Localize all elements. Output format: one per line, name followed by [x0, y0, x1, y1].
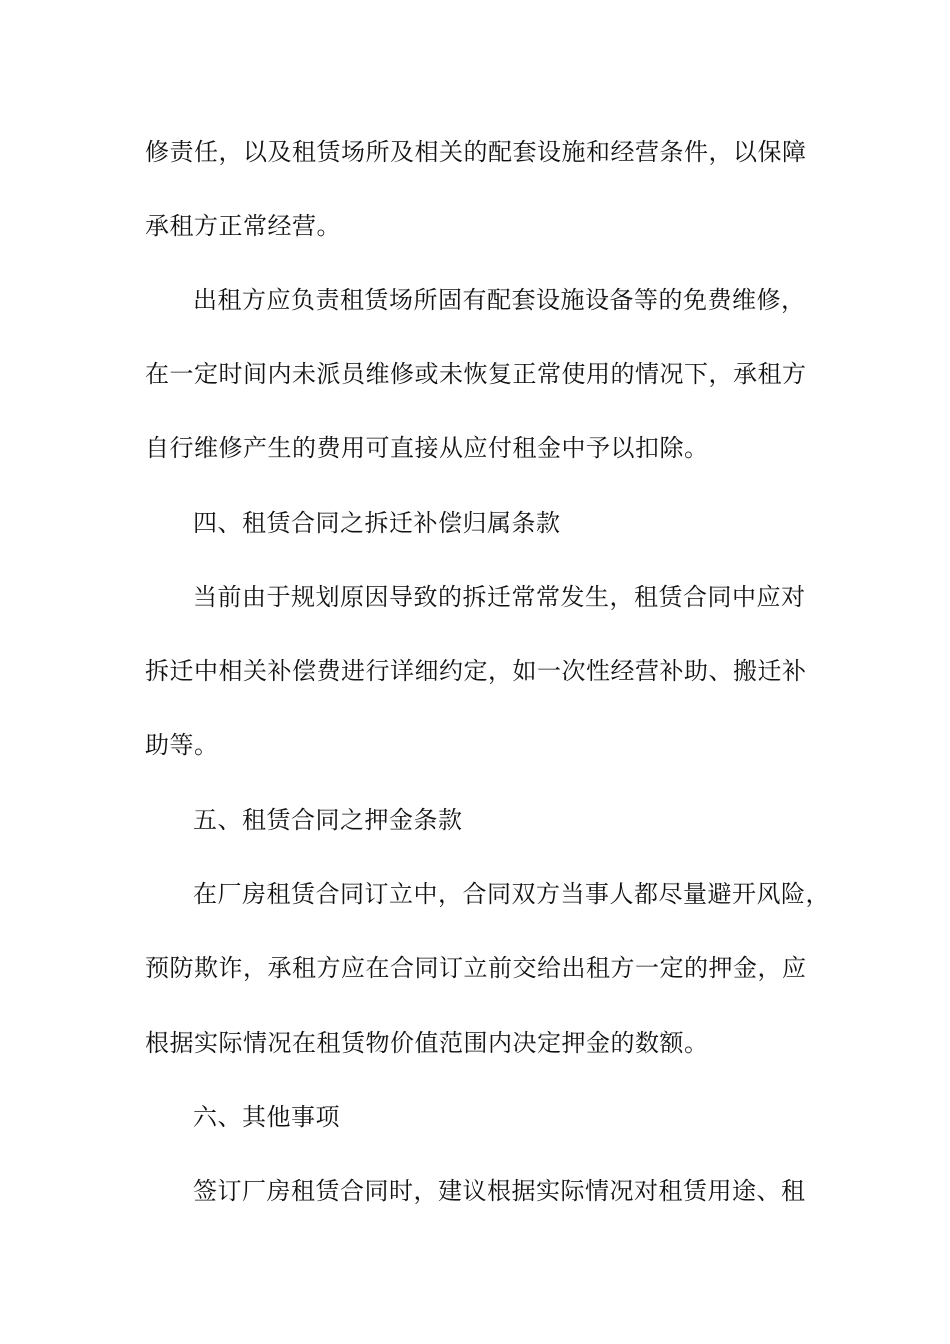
paragraph-line: 预防欺诈，承租方应在合同订立前交给出租方一定的押金，应 [145, 954, 807, 982]
paragraph-line: 助等。 [145, 731, 219, 759]
paragraph-line: 在厂房租赁合同订立中，合同双方当事人都尽量避开风险， [193, 880, 830, 908]
paragraph-line: 承租方正常经营。 [145, 212, 341, 240]
paragraph-line: 根据实际情况在租赁物价值范围内决定押金的数额。 [145, 1029, 709, 1057]
section-heading: 六、其他事项 [193, 1103, 340, 1131]
paragraph-line: 出租方应负责租赁场所固有配套设施设备等的免费维修， [193, 286, 806, 314]
paragraph-line: 修责任，以及租赁场所及相关的配套设施和经营条件，以保障 [145, 138, 807, 166]
section-heading: 四、租赁合同之拆迁补偿归属条款 [193, 509, 561, 537]
paragraph-line: 自行维修产生的费用可直接从应付租金中予以扣除。 [145, 434, 709, 462]
paragraph-line: 当前由于规划原因导致的拆迁常常发生，租赁合同中应对 [193, 583, 806, 611]
paragraph-line: 在一定时间内未派员维修或未恢复正常使用的情况下，承租方 [145, 360, 807, 388]
paragraph-line: 签订厂房租赁合同时，建议根据实际情况对租赁用途、租 [193, 1177, 806, 1205]
paragraph-line: 拆迁中相关补偿费进行详细约定，如一次性经营补助、搬迁补 [145, 657, 807, 685]
section-heading: 五、租赁合同之押金条款 [193, 806, 463, 834]
